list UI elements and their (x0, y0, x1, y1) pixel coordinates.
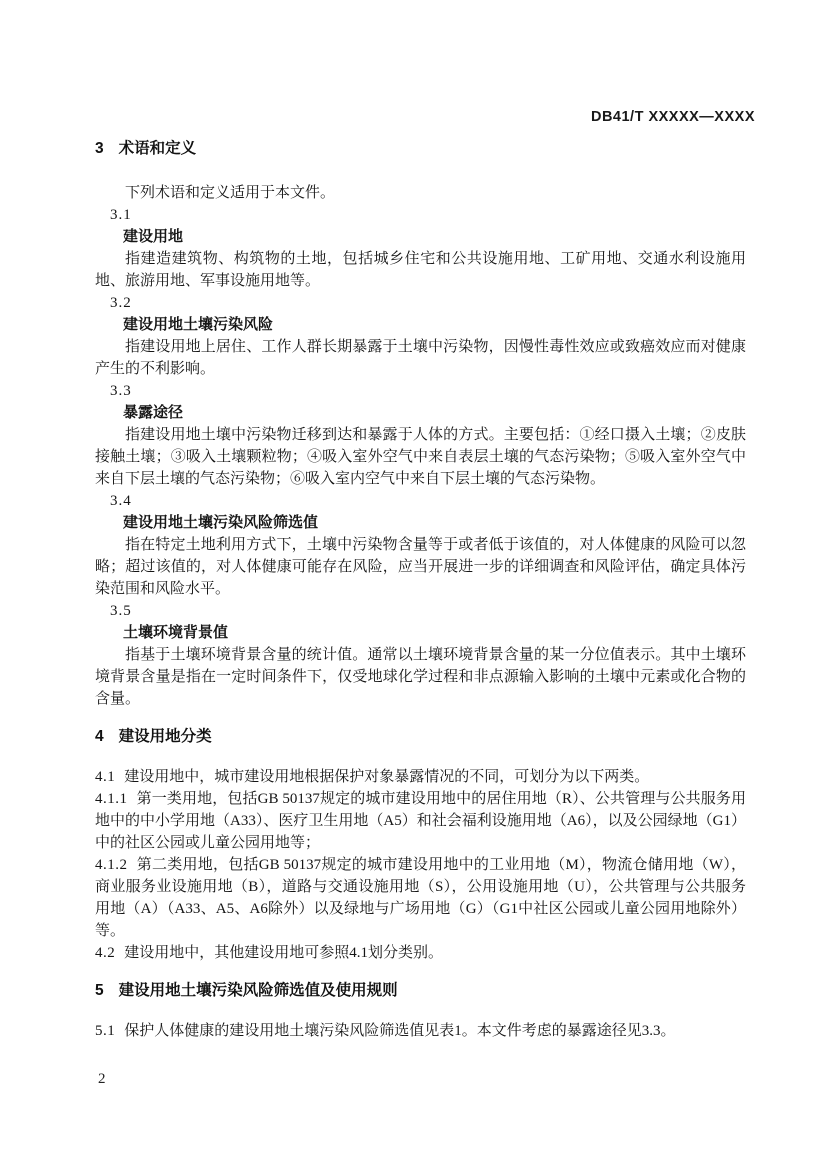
document-body (95, 138, 746, 1042)
term-number: 3.3 (110, 383, 132, 399)
clause-paragraph (95, 788, 746, 854)
term-number: 3.1 (110, 207, 132, 223)
term-number: 3.5 (110, 603, 132, 619)
clause-paragraph (95, 766, 746, 788)
term-definition-text: 指建设用地土壤中污染物迁移到达和暴露于人体的方式。主要包括：①经口摄入土壤；②皮肤接触土壤；③吸入土壤颗粒物；④吸入室外空气中来自表层土壤的气态污染物；⑤吸入室外空气中来自下层土壤的气态污染物；⑥吸入室内空气中来自下层土壤的气态污染物。 (95, 427, 746, 487)
section-4-number: 4 (95, 728, 104, 745)
page-number: 2 (98, 1071, 106, 1087)
terms-intro: 下列术语和定义适用于本文件。 (125, 185, 336, 201)
section-5-number: 5 (95, 982, 104, 999)
section-3-number: 3 (95, 140, 104, 157)
term-name: 暴露途径 (123, 404, 184, 421)
section-4-title: 建设用地分类 (118, 728, 212, 745)
clause-number: 4.1 (95, 769, 116, 785)
term-name: 建设用地 (123, 228, 184, 245)
clause-number: 4.1.2 (95, 857, 128, 873)
term-number: 3.2 (110, 295, 132, 311)
clause-text: 建设用地中，其他建设用地可参照4.1划分类别。 (124, 945, 444, 961)
term-definition-block (95, 600, 746, 710)
term-definition-block (95, 292, 746, 380)
clause-text: 保护人体健康的建设用地土壤污染风险筛选值见表1。本文件考虑的暴露途径见3.3。 (124, 1023, 676, 1039)
term-definition-block (95, 490, 746, 600)
clause-number: 4.1.1 (95, 791, 128, 807)
clause-number: 4.2 (95, 945, 116, 961)
term-definition-text: 指建造建筑物、构筑物的土地，包括城乡住宅和公共设施用地、工矿用地、交通水利设施用地、旅游用地、军事设施用地等。 (95, 251, 746, 289)
section-5-title: 建设用地土壤污染风险筛选值及使用规则 (118, 982, 398, 999)
section-3-heading (95, 138, 746, 160)
clause-paragraph (95, 942, 746, 964)
clause-paragraph (95, 854, 746, 942)
section-4-heading (95, 726, 746, 748)
term-definition-text: 指建设用地上居住、工作人群长期暴露于土壤中污染物，因慢性毒性效应或致癌效应而对健康产生的不利影响。 (95, 339, 746, 377)
term-definition-text: 指基于土壤环境背景含量的统计值。通常以土壤环境背景含量的某一分位值表示。其中土壤环境背景含量是指在一定时间条件下，仅受地球化学过程和非点源输入影响的土壤中元素或化合物的含量。 (95, 647, 746, 707)
section-5-heading (95, 980, 746, 1002)
term-name: 建设用地土壤污染风险 (123, 316, 274, 333)
clause-paragraph (95, 1020, 746, 1042)
term-number: 3.4 (110, 493, 132, 509)
term-definition-block (95, 380, 746, 490)
clause-text: 建设用地中，城市建设用地根据保护对象暴露情况的不同，可划分为以下两类。 (124, 769, 650, 785)
section-3-title: 术语和定义 (118, 140, 197, 157)
clause-text: 第一类用地，包括GB 50137规定的城市建设用地中的居住用地（R）、公共管理与公共服务用地中的中小学用地（A33）、医疗卫生用地（A5）和社会福利设施用地（A6），以及公园绿地（G1）中的社区公园或儿童公园用地等； (95, 791, 746, 851)
term-name: 建设用地土壤污染风险筛选值 (123, 514, 319, 531)
term-definition-block (95, 204, 746, 292)
document-code-header: DB41/T XXXXX—XXXX (590, 109, 755, 125)
term-definition-text: 指在特定土地利用方式下，土壤中污染物含量等于或者低于该值的，对人体健康的风险可以忽略；超过该值的，对人体健康可能存在风险，应当开展进一步的详细调查和风险评估，确定具体污染范围和风险水平。 (95, 537, 746, 597)
clause-text: 第二类用地，包括GB 50137规定的城市建设用地中的工业用地（M），物流仓储用地（W），商业服务业设施用地（B），道路与交通设施用地（S），公用设施用地（U），公共管理与公共服务用地（A）（A33、A5、A6除外）以及绿地与广场用地（G）（G1中社区公园或儿童公园用地除外）等。 (95, 857, 746, 939)
clause-number: 5.1 (95, 1023, 116, 1039)
term-name: 土壤环境背景值 (123, 624, 229, 641)
